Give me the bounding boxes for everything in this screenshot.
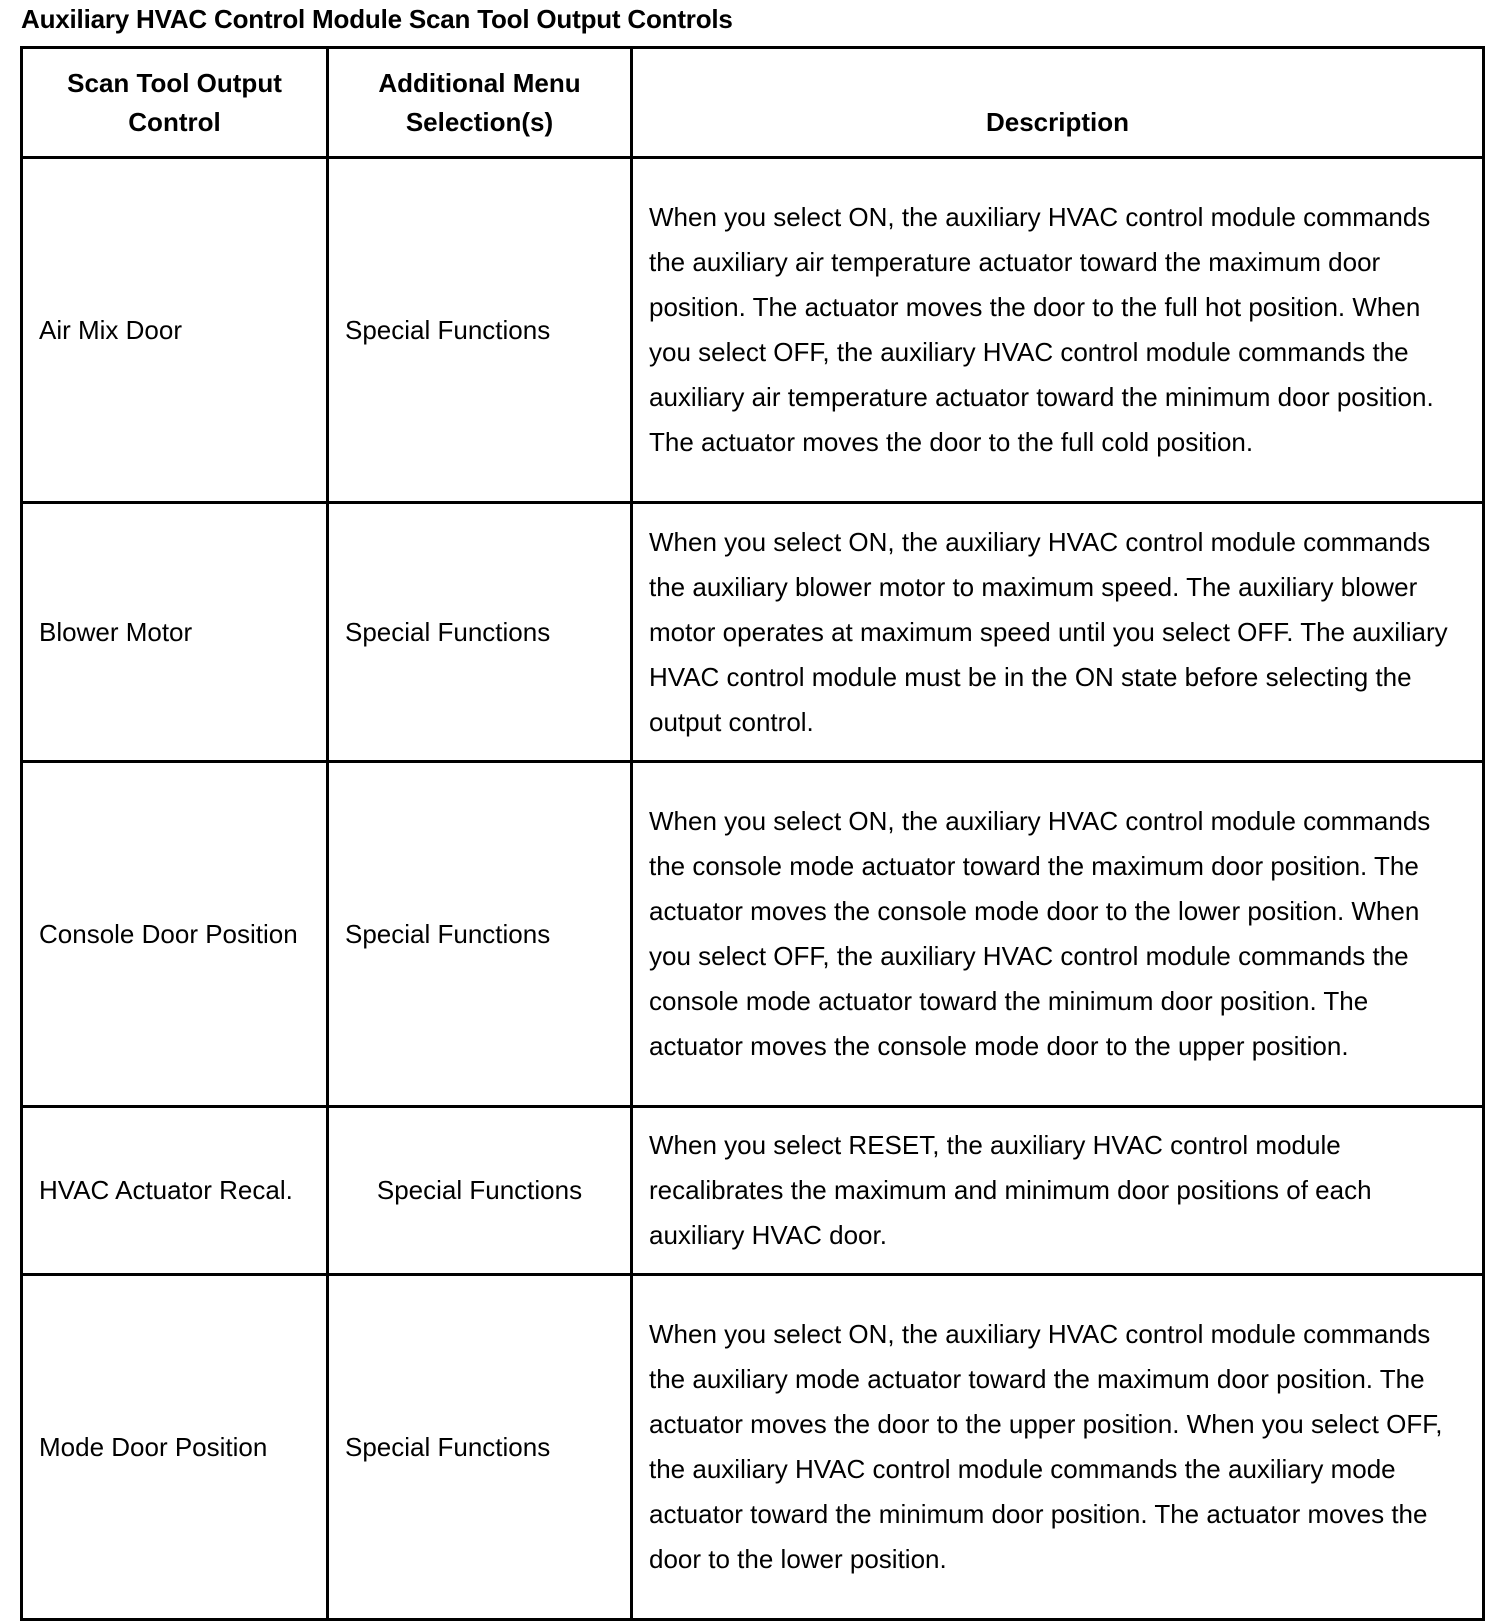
row-description: When you select ON, the auxiliary HVAC control module commands the auxiliary mode actuator toward the maximum door position. The actuator moves the door to the upper position. When you select OFF, the auxiliary HVAC control module commands the auxiliary mode actuator toward the minimum door position. The actuator moves the door to the lower position. [632, 1275, 1484, 1620]
table-row [22, 503, 1484, 762]
table-header-row [22, 48, 1484, 158]
row-menu-selection: Special Functions [328, 158, 632, 503]
row-control-name: Blower Motor [22, 503, 328, 762]
row-menu-selection: Special Functions [328, 1107, 632, 1275]
output-controls-table [20, 46, 1485, 1621]
row-description: When you select ON, the auxiliary HVAC control module commands the auxiliary air temperature actuator toward the maximum door position. The actuator moves the door to the full hot position. When you select OFF, the auxiliary HVAC control module commands the auxiliary air temperature actuator toward the minimum door position. The actuator moves the door to the full cold position. [632, 158, 1484, 503]
header-description: Description [632, 48, 1484, 158]
row-control-name: Air Mix Door [22, 158, 328, 503]
row-description: When you select ON, the auxiliary HVAC control module commands the console mode actuator toward the maximum door position. The actuator moves the console mode door to the lower position. When you select OFF, the auxiliary HVAC control module commands the console mode actuator toward the minimum door position. The actuator moves the console mode door to the upper position. [632, 762, 1484, 1107]
table-row [22, 1275, 1484, 1620]
table-row [22, 158, 1484, 503]
table-row [22, 762, 1484, 1107]
row-menu-selection: Special Functions [328, 503, 632, 762]
header-additional-menu-selections: Additional Menu Selection(s) [328, 48, 632, 158]
row-menu-selection: Special Functions [328, 762, 632, 1107]
row-menu-selection: Special Functions [328, 1275, 632, 1620]
row-control-name: Mode Door Position [22, 1275, 328, 1620]
header-scan-tool-output-control: Scan Tool Output Control [22, 48, 328, 158]
row-control-name: HVAC Actuator Recal. [22, 1107, 328, 1275]
row-description: When you select RESET, the auxiliary HVAC control module recalibrates the maximum and minimum door positions of each auxiliary HVAC door. [632, 1107, 1484, 1275]
row-description: When you select ON, the auxiliary HVAC control module commands the auxiliary blower motor to maximum speed. The auxiliary blower motor operates at maximum speed until you select OFF. The auxiliary HVAC control module must be in the ON state before selecting the output control. [632, 503, 1484, 762]
table-row [22, 1107, 1484, 1275]
document-title: Auxiliary HVAC Control Module Scan Tool Output Controls [21, 4, 733, 34]
row-control-name: Console Door Position [22, 762, 328, 1107]
